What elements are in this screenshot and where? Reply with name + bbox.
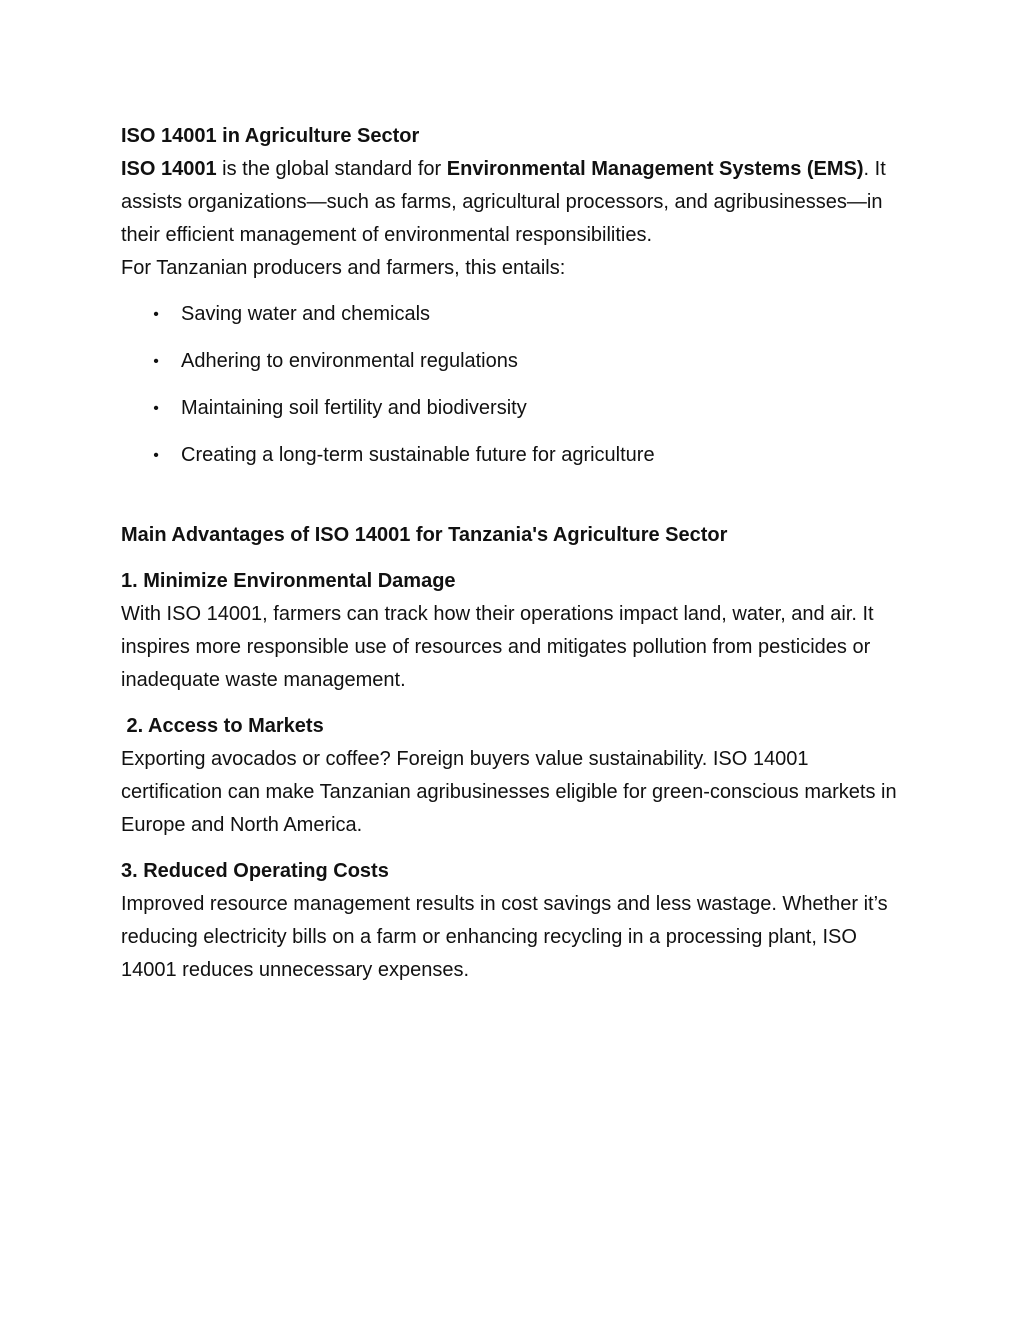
bullet-icon: •	[153, 306, 159, 323]
list-item-text: Maintaining soil fertility and biodiversity	[181, 397, 527, 419]
list-item	[121, 345, 911, 378]
list-item-text: Saving water and chemicals	[181, 303, 431, 325]
list-item-text: Adhering to environmental regulations	[181, 350, 518, 372]
section-body-market-access: Exporting avocados or coffee? Foreign buyers value sustainability. ISO 14001 certification can make Tanzanian agribusinesses eligible for green-conscious markets in Europe and North America.	[121, 748, 897, 836]
intro-text-1: is the global standard for	[216, 158, 447, 180]
bullet-icon: •	[153, 400, 159, 417]
document-title: ISO 14001 in Agriculture Sector	[121, 125, 420, 147]
intro-text-2: . It assists organizations—such as farms, agricultural processors, and agribusinesses—in their efficient management of environmental responsibilities.	[121, 158, 886, 246]
intro-standard-name: ISO 14001	[121, 158, 217, 180]
list-item-text: Creating a long-term sustainable future for agriculture	[181, 444, 655, 466]
section-heading-environmental-damage: 1. Minimize Environmental Damage	[121, 570, 456, 592]
bullet-icon: •	[153, 353, 159, 370]
advantages-heading: Main Advantages of ISO 14001 for Tanzania's Agriculture Sector	[121, 524, 728, 546]
intro-paragraph	[121, 153, 911, 252]
bullet-icon: •	[153, 447, 159, 464]
section-heading-operating-costs: 3. Reduced Operating Costs	[121, 860, 389, 882]
benefits-list	[121, 298, 911, 472]
section-heading-market-access: 2. Access to Markets	[121, 715, 324, 737]
section-body-operating-costs: Improved resource management results in cost savings and less wastage. Whether it’s reducing electricity bills on a farm or enhancing recycling in a processing plant, ISO 14001 reduces unnecessary expenses.	[121, 893, 888, 981]
list-item	[121, 392, 911, 425]
intro-ems-term: Environmental Management Systems (EMS)	[446, 158, 864, 180]
document-page	[121, 120, 911, 987]
section-body-environmental-damage: With ISO 14001, farmers can track how their operations impact land, water, and air. It inspires more responsible use of resources and mitigates pollution from pesticides or inadequate waste management.	[121, 603, 874, 691]
list-item	[121, 298, 911, 331]
list-intro: For Tanzanian producers and farmers, this entails:	[121, 257, 566, 279]
list-item	[121, 439, 911, 472]
